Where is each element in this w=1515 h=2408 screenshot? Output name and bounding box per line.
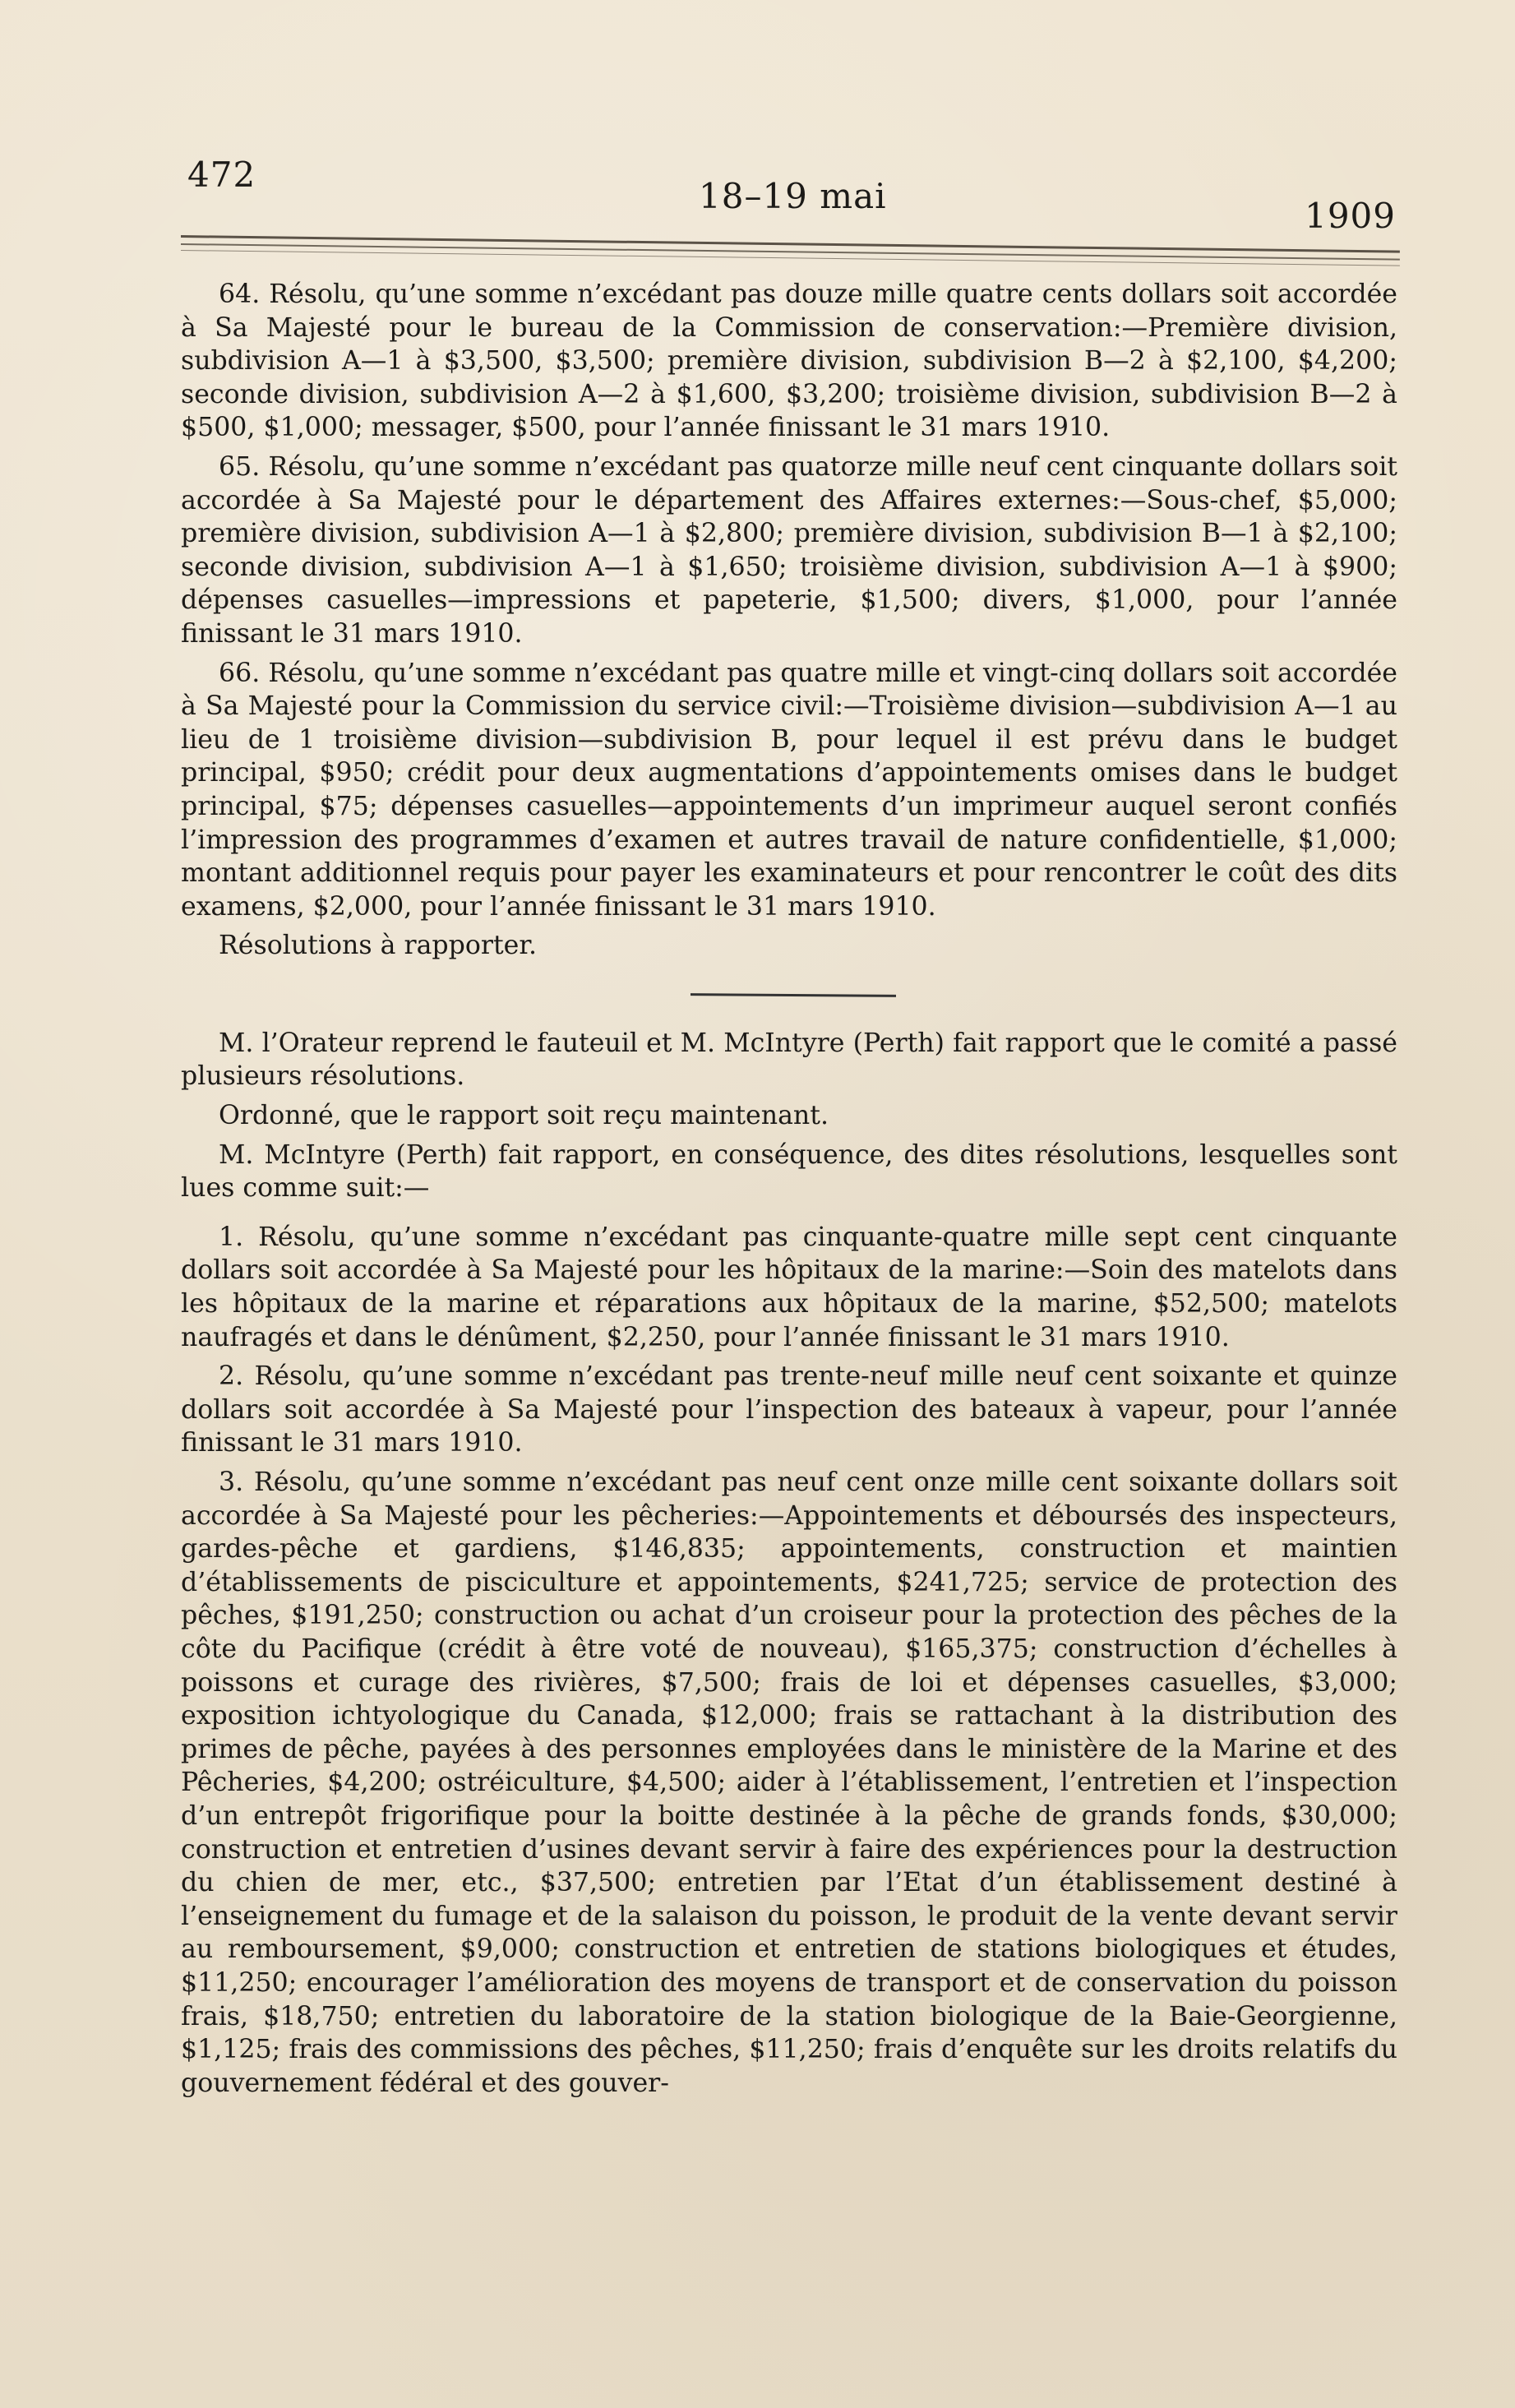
speaker-report: M. l’Orateur reprend le fauteuil et M. McIntyre (Perth) fait rapport que le comité a passé plusieurs résolutions. [181,1028,1397,1092]
report-followup: M. McIntyre (Perth) fait rapport, en conséquence, des dites résolutions, lesquelles sont lues comme suit:— [181,1139,1397,1204]
resolution-1: 1. Résolu, qu’une somme n’excédant pas cinquante-quatre mille sept cent cinquante dollars soit accordée à Sa Majesté pour les hôpitaux de la marine:—Soin des matelots dans les hôpitaux de la marine et réparations aux hôpitaux de la marine, $52,500; matelots naufragés et dans le dénûment, $2,250, pour l’année finissant le 31 mars 1910. [181,1222,1397,1352]
page-header [0,0,1515,296]
resolution-64: 64. Résolu, qu’une somme n’excédant pas douze mille quatre cents dollars soit accordée à Sa Majesté pour le bureau de la Commission de conservation:—Première division, subdivision A—1 à $3,500, $3,500; première division, subdivision B—2 à $2,100, $4,200; seconde division, subdivision A—2 à $1,600, $3,200; troisième division, subdivision B—2 à $500, $1,000; messager, $500, pour l’année finissant le 31 mars 1910. [181,280,1397,443]
section-divider [691,993,896,997]
resolutions-to-report: Résolutions à rapporter. [219,931,538,961]
page-number: 472 [187,155,256,195]
resolution-65: 65. Résolu, qu’une somme n’excédant pas quatorze mille neuf cent cinquante dollars soit accordée à Sa Majesté pour le département des Affaires externes:—Sous-chef, $5,000; première division, subdivision A—1 à $2,800; première division, subdivision B—1 à $2,100; seconde division, subdivision A—1 à $1,650; troisième division, subdivision A—1 à $900; dépenses casuelles—impressions et papeterie, $1,500; divers, $1,000, pour l’année finissant le 31 mars 1910. [181,451,1397,649]
header-date: 18–19 mai [699,176,887,216]
paragraph-gap [181,1211,1397,1221]
section-divider-wrap [181,966,1397,1027]
ordered-text: Ordonné, que le rapport soit reçu maintenant. [219,1101,829,1131]
main-text [181,278,1397,2105]
resolution-2: 2. Résolu, qu’une somme n’excédant pas trente-neuf mille neuf cent soixante et quinze dollars soit accordée à Sa Majesté pour l’inspection des bateaux à vapeur, pour l’année finissant le 31 mars 1910. [181,1361,1397,1458]
resolution-3: 3. Résolu, qu’une somme n’excédant pas neuf cent onze mille cent soixante dollars soit accordée à Sa Majesté pour les pêcheries:—Appointements et déboursés des inspecteurs, gardes-pêche et gardiens, $146,835; appointements, construction et maintien d’établissements de pisciculture et appointements, $241,725; service de protection des pêches, $191,250; construction ou achat d’un croiseur pour la protection des pêches de la côte du Pacifique (crédit à être voté de nouveau), $165,375; construction d’échelles à poissons et curage des rivières, $7,500; frais de loi et dépenses casuelles, $3,000; exposition ichtyologique du Canada, $12,000; frais se rattachant à la distribution des primes de pêche, payées à des personnes employées dans le ministère de la Marine et des Pêcheries, $4,200; ostréiculture, $4,500; aider à l’établissement, l’entretien et l’inspection d’un entrepôt frigorifique pour la boitte destinée à la pêche de grands fonds, $30,000; construction et entretien d’usines devant servir à faire des expériences pour la destruction du chien de mer, etc., $37,500; entretien par l’Etat d’un établissement destiné à l’enseignement du fumage et de la salaison du poisson, le produit de la vente devant servir au remboursement, $9,000; construction et entretien de stations biologiques et études, $11,250; encourager l’amélioration des moyens de transport et de conservation du poisson frais, $18,750; entretien du laboratoire de la station biologique de la Baie-Georgienne, $1,125; frais des commissions des pêches, $11,250; frais d’enquête sur les droits relatifs du gouvernement fédéral et des gouver- [181,1467,1397,2098]
header-year: 1909 [1305,196,1396,236]
resolution-66: 66. Résolu, qu’une somme n’excédant pas quatre mille et vingt-cinq dollars soit accordée à Sa Majesté pour la Commission du service civil:—Troisième division—subdivision A—1 au lieu de 1 troisième division—subdivision B, pour lequel il est prévu dans le budget principal, $950; crédit pour deux augmentations d’appointements omises dans le budget principal, $75; dépenses casuelles—appointements d’un imprimeur auquel seront confiés l’impression des programmes d’examen et autres travail de nature confidentielle, $1,000; montant additionnel requis pour payer les examinateurs et pour rencontrer le coût des dits examens, $2,000, pour l’année finissant le 31 mars 1910. [181,658,1397,922]
